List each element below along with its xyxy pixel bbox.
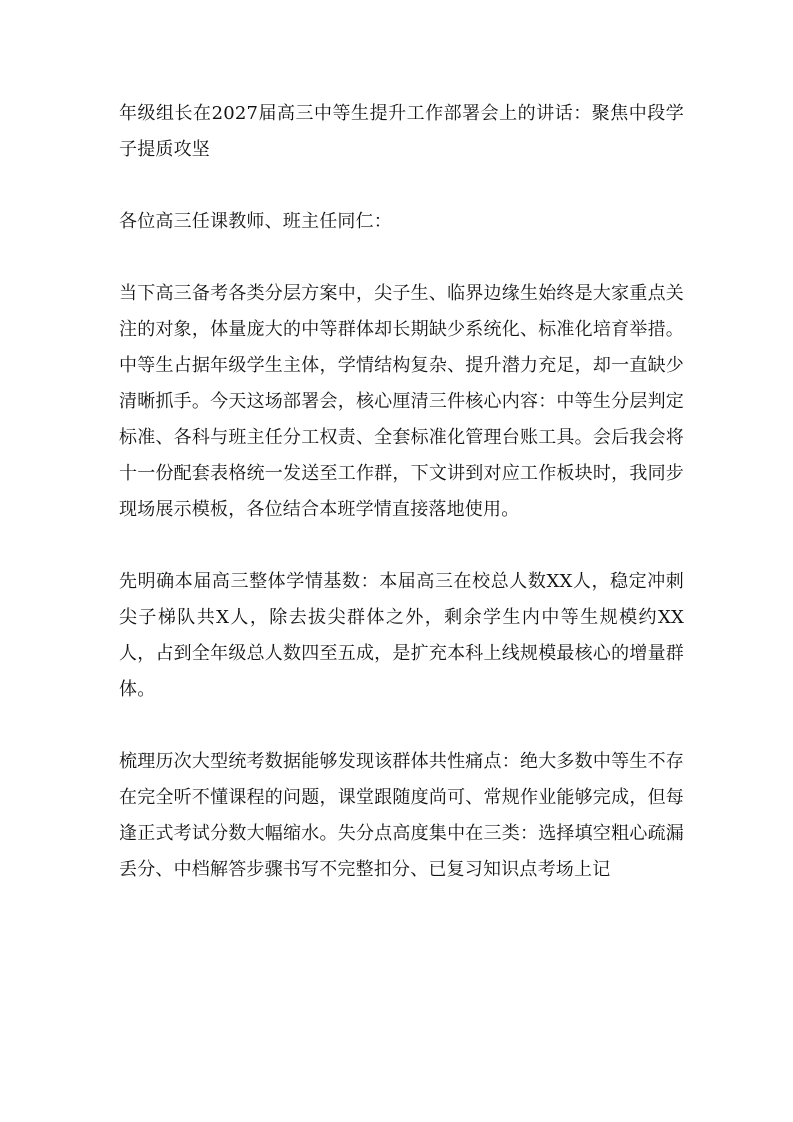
paragraph-pain-points: 梳理历次大型统考数据能够发现该群体共性痛点：绝大多数中等生不存在完全听不懂课程的问题，课堂跟随度尚可、常规作业能够完成，但每逢正式考试分数大幅缩水。失分点高度集中在三类：选择填空粗心疏漏丢分、中档解答步骤书写不完整扣分、已复习知识点考场上记 — [119, 751, 684, 880]
greeting-line: 各位高三任课教师、班主任同仁： — [119, 211, 392, 232]
document-body — [119, 96, 684, 924]
paragraph-baseline: 先明确本届高三整体学情基数：本届高三在校总人数XX人，稳定冲刺尖子梯队共X人，除去拔尖群体之外，剩余学生内中等生规模约XX人，占到全年级总人数四至五成，是扩充本科上线规模最核心的增量群体。 — [119, 571, 684, 700]
document-title: 年级组长在2027届高三中等生提升工作部署会上的讲话：聚焦中段学子提质攻坚 — [119, 103, 684, 160]
paragraph-intro: 当下高三备考各类分层方案中，尖子生、临界边缘生始终是大家重点关注的对象，体量庞大的中等群体却长期缺少系统化、标准化培育举措。中等生占据年级学生主体，学情结构复杂、提升潜力充足，却一直缺少清晰抓手。今天这场部署会，核心厘清三件核心内容：中等生分层判定标准、各科与班主任分工权责、全套标准化管理台账工具。会后我会将十一份配套表格统一发送至工作群，下文讲到对应工作板块时，我同步现场展示模板，各位结合本班学情直接落地使用。 — [119, 283, 684, 520]
